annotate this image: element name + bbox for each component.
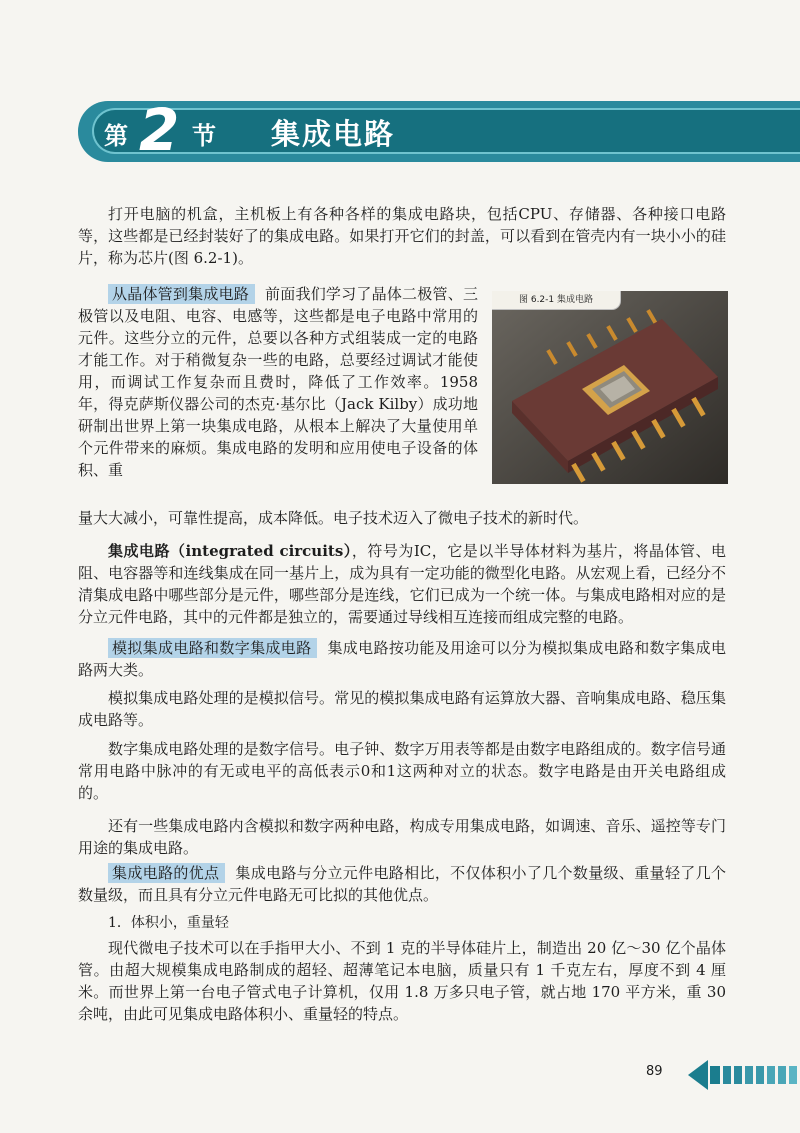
page-arrow-icon xyxy=(688,1058,800,1092)
subheading-transistor-to-ic: 从晶体管到集成电路 xyxy=(108,284,255,304)
figure-caption: 图 6.2-1 集成电路 xyxy=(492,291,621,310)
paragraph-text: ，符号为IC，它是以半导体材料为基片，将晶体管、电阻、电容器等和连线集成在同一基片上，成为具有一定功能的微型化电路。从宏观上看，已经分不清集成电路中哪些部分是元件，哪些部分是连线，它们已成为一个统一体。与集成电路相对应的是分立元件电路，其中的元件都是独立的，需要通过导线相互连接而组成完整的电路。 xyxy=(78,542,726,626)
subheading-ic-advantages: 集成电路的优点 xyxy=(108,863,225,883)
intro-paragraph: 打开电脑的机盒，主机板上有各种各样的集成电路块，包括CPU、存储器、各种接口电路等，这些都是已经封装好了的集成电路。如果打开它们的封盖，可以看到在管壳内有一块小小的硅片，称为芯片(图 6.2-1)。 xyxy=(78,205,726,267)
paragraph-text: 集成电路按功能及用途可以分为模拟集成电路和数字集成电路两大类。 xyxy=(78,639,726,679)
section-suffix: 节 xyxy=(192,122,216,150)
analog-digital-paragraph xyxy=(78,637,726,681)
digital-ic-paragraph: 数字集成电路处理的是数字信号。电子钟、数字万用表等都是由数字电路组成的。数字信号通常用电路中脉冲的有无或电平的高低表示0和1这两种对立的状态。数字电路是由开关电路组成的。 xyxy=(78,740,726,802)
section-title: 集成电路 xyxy=(271,117,396,151)
section-prefix: 第 xyxy=(104,122,128,150)
ic-chip-illustration xyxy=(492,291,728,484)
mixed-ic-paragraph: 还有一些集成电路内含模拟和数字两种电路，构成专用集成电路，如调速、音乐、遥控等专门用途的集成电路。 xyxy=(78,817,726,857)
term-integrated-circuits: 集成电路（integrated circuits） xyxy=(108,542,352,560)
small-light-paragraph: 现代微电子技术可以在手指甲大小、不到 1 克的半导体硅片上，制造出 20 亿～30 亿个晶体管。由超大规模集成电路制成的超轻、超薄笔记本电脑，质量只有 1 千克左右，厚度不到 4 厘米。而世界上第一台电子管式电子计算机，仅用 1.8 万多只电子管，就占地 170 平方米，重 30 余吨，由此可见集成电路体积小、重量轻的特点。 xyxy=(78,939,726,1023)
transistor-to-ic-paragraph-tail: 量大大减小，可靠性提高，成本降低。电子技术迈入了微电子技术的新时代。 xyxy=(78,509,589,527)
paragraph-text: 前面我们学习了晶体二极 xyxy=(265,285,433,303)
ic-definition-paragraph xyxy=(78,540,726,628)
section-number: 2 xyxy=(139,96,180,164)
ic-chip-photo xyxy=(492,291,728,484)
ic-advantages-paragraph xyxy=(78,862,726,906)
subsection-small-light: 1．体积小，重量轻 xyxy=(108,915,229,931)
subheading-analog-digital: 模拟集成电路和数字集成电路 xyxy=(108,638,317,658)
transistor-to-ic-paragraph xyxy=(78,283,478,481)
paragraph-text: 集成电路与分立元件电路相比，不仅体积小了几个数量级、重量轻了几个数量级，而且具有分立元件电路无可比拟的其他优点。 xyxy=(78,864,726,904)
paragraph-text: 管、三极管以及电阻、电容、电感等，这些都是电子电路中常用的元件。这些分立的元件，总要以各种方式组装成一定的电路才能工作。对于稍微复杂一些的电路，总要经过调试才能使用，而调试工作复杂而且费时，降低了工作效率。1958 年，得克萨斯仪器公司的杰克·基尔比（Jack Kilby）成功地研制出世界上第一块集成电路，从根本上解决了大量使用单个元件带来的麻烦。集成电路的发明和应用使电子设备的体积、重 xyxy=(78,285,478,479)
page-number: 89 xyxy=(646,1064,663,1079)
analog-ic-paragraph: 模拟集成电路处理的是模拟信号。常见的模拟集成电路有运算放大器、音响集成电路、稳压集成电路等。 xyxy=(78,689,726,729)
